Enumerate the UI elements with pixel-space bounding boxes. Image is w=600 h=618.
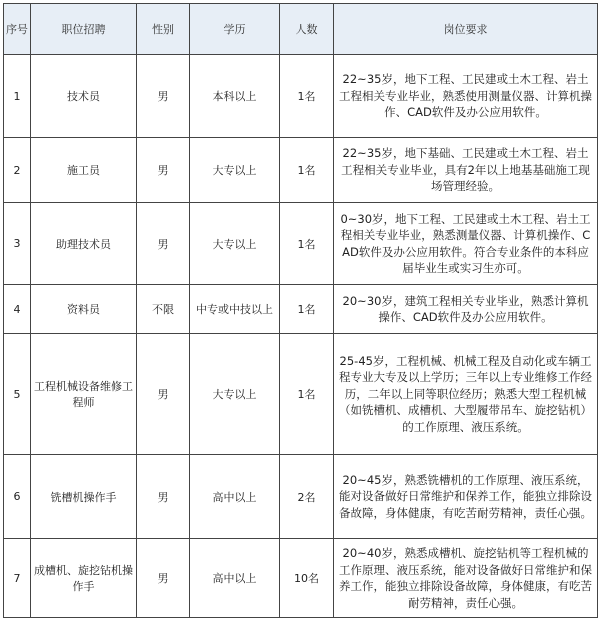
row-position: 助理技术员: [31, 203, 137, 285]
table-row: [4, 455, 598, 539]
row-gender: 男: [137, 539, 190, 618]
row-count: 1名: [280, 334, 334, 455]
row-seq: 4: [4, 285, 31, 334]
header-count: 人数: [280, 4, 334, 55]
row-education: 大专以上: [190, 203, 280, 285]
row-education: 高中以上: [190, 539, 280, 618]
row-seq: 6: [4, 455, 31, 539]
row-seq: 2: [4, 138, 31, 203]
row-position: 成槽机、旋挖钻机操作手: [31, 539, 137, 618]
table-row: [4, 285, 598, 334]
row-education: 大专以上: [190, 334, 280, 455]
row-education: 大专以上: [190, 138, 280, 203]
row-count: 2名: [280, 455, 334, 539]
row-gender: 男: [137, 334, 190, 455]
row-education: 本科以上: [190, 55, 280, 138]
row-requirements: 22~35岁，地下基础、工民建或土木工程、岩土工程相关专业毕业，具有2年以上地基基础施工现场管理经验。: [334, 138, 598, 203]
row-count: 1名: [280, 138, 334, 203]
header-seq: 序号: [4, 4, 31, 55]
table-body: [4, 55, 598, 618]
row-seq: 1: [4, 55, 31, 138]
row-gender: 不限: [137, 285, 190, 334]
row-requirements: 20~40岁，熟悉成槽机、旋挖钻机等工程机械的工作原理、液压系统，能对设备做好日常维护和保养工作，能独立排除设备故障，身体健康，有吃苦耐劳精神，责任心强。: [334, 539, 598, 618]
row-education: 中专或中技以上: [190, 285, 280, 334]
table-row: [4, 55, 598, 138]
table-row: [4, 334, 598, 455]
row-education: 高中以上: [190, 455, 280, 539]
row-requirements: 20~30岁，建筑工程相关专业毕业，熟悉计算机操作、CAD软件及办公应用软件。: [334, 285, 598, 334]
row-gender: 男: [137, 55, 190, 138]
row-requirements: 20~45岁，熟悉铣槽机的工作原理、液压系统，能对设备做好日常维护和保养工作，能独立排除设备故障，身体健康，有吃苦耐劳精神，责任心强。: [334, 455, 598, 539]
row-position: 技术员: [31, 55, 137, 138]
row-requirements: 25-45岁，工程机械、机械工程及自动化或车辆工程专业大专及以上学历；三年以上专业维修工作经历，二年以上同等职位经历；熟悉大型工程机械（如铣槽机、成槽机、大型履带吊车、旋挖钻机）的工作原理、液压系统。: [334, 334, 598, 455]
header-requirements: 岗位要求: [334, 4, 598, 55]
row-count: 1名: [280, 55, 334, 138]
table-row: [4, 203, 598, 285]
table-row: [4, 539, 598, 618]
row-count: 1名: [280, 203, 334, 285]
row-requirements: 0~30岁，地下工程、工民建或土木工程、岩土工程相关专业毕业，熟悉测量仪器、计算机操作、CAD软件及办公应用软件。符合专业条件的本科应届毕业生或实习生亦可。: [334, 203, 598, 285]
recruitment-table-wrapper: [3, 3, 598, 618]
row-requirements: 22~35岁，地下工程、工民建或土木工程、岩土工程相关专业毕业，熟悉使用测量仪器、计算机操作、CAD软件及办公应用软件。: [334, 55, 598, 138]
row-count: 10名: [280, 539, 334, 618]
row-gender: 男: [137, 455, 190, 539]
header-gender: 性别: [137, 4, 190, 55]
table-row: [4, 138, 598, 203]
header-position: 职位招聘: [31, 4, 137, 55]
header-education: 学历: [190, 4, 280, 55]
row-position: 资料员: [31, 285, 137, 334]
row-gender: 男: [137, 203, 190, 285]
row-position: 铣槽机操作手: [31, 455, 137, 539]
table-header: [4, 4, 598, 55]
row-count: 1名: [280, 285, 334, 334]
row-seq: 5: [4, 334, 31, 455]
row-position: 施工员: [31, 138, 137, 203]
row-position: 工程机械设备维修工程师: [31, 334, 137, 455]
row-seq: 7: [4, 539, 31, 618]
recruitment-table: [3, 3, 598, 618]
row-gender: 男: [137, 138, 190, 203]
row-seq: 3: [4, 203, 31, 285]
